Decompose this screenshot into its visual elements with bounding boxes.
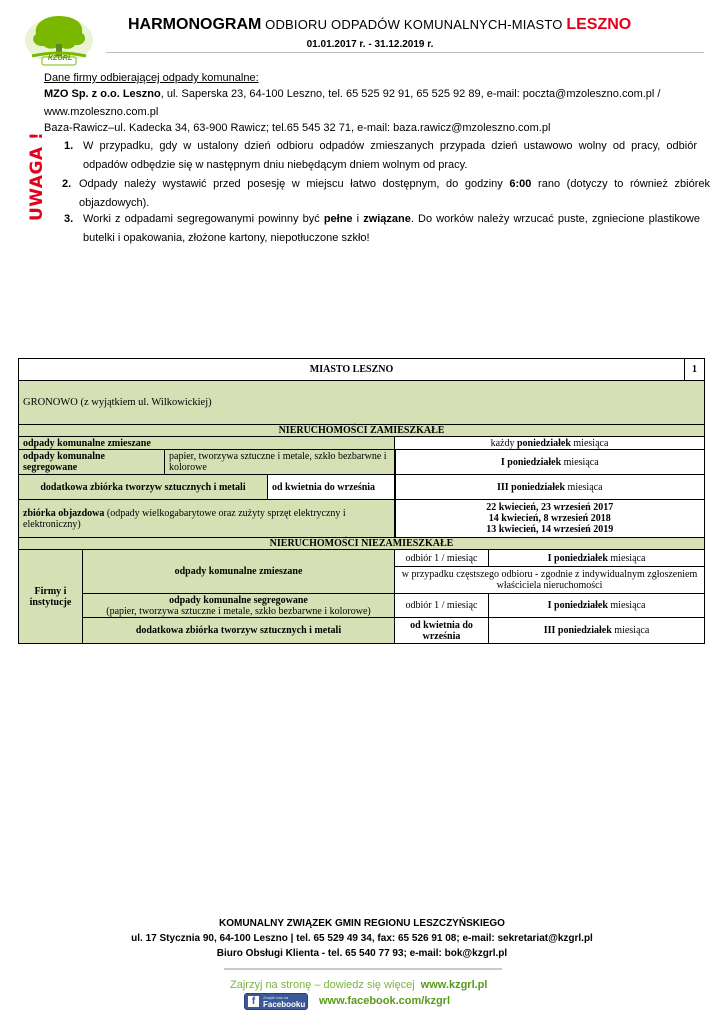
promo-line	[230, 979, 487, 991]
nonresidential-header: NIERUCHOMOŚCI NIEZAMIESZKAŁE	[19, 538, 705, 550]
residential-header: NIERUCHOMOŚCI ZAMIESZKAŁE	[19, 425, 705, 437]
nr-mixed-waste-label: odpady komunalne zmieszane	[83, 550, 395, 594]
table-row	[19, 437, 705, 450]
table-number: 1	[685, 359, 705, 381]
nr-segregated-label: odpady komunalne segregowane (papier, tworzywa sztuczne i metale, szkło bezbarwne i kolorowe)	[83, 594, 395, 618]
mixed-waste-label: odpady komunalne zmieszane	[19, 437, 395, 450]
note-number: 2.	[62, 178, 72, 190]
footer-address: ul. 17 Stycznia 90, 64-100 Leszno | tel. 65 529 49 34, fax: 65 526 91 08; e-mail: sekretariat@kzgrl.pl	[131, 933, 593, 944]
mobile-date: 22 kwiecień, 23 wrzesień 2017	[486, 502, 614, 513]
company-line-1	[44, 87, 660, 101]
company-heading: Dane firmy odbierającej odpady komunalne:	[44, 72, 259, 84]
facebook-badge-label: Facebooku	[263, 1000, 306, 1009]
logo-text: KZGRL	[48, 55, 73, 62]
mobile-collection-dates	[395, 500, 705, 538]
table-row	[19, 359, 705, 381]
kzgrl-logo	[22, 10, 96, 66]
facebook-link[interactable]: www.facebook.com/kzgrl	[319, 995, 451, 1007]
nr-mixed-frequency: odbiór 1 / miesiąc	[395, 550, 489, 567]
city-header: MIASTO LESZNO	[19, 359, 685, 381]
extra-collection-period: od kwietnia do września	[268, 475, 395, 500]
header-divider	[106, 52, 704, 53]
mixed-waste-schedule: każdy poniedziałek miesiąca	[395, 437, 705, 450]
firms-label: Firmy i instytucje	[19, 550, 83, 644]
mobile-collection-label: zbiórka objazdowa (odpady wielkogabarytowe oraz zużyty sprzęt elektryczny i elektroniczny)	[19, 500, 395, 538]
company-name: MZO Sp. z o.o. Leszno	[44, 88, 161, 100]
extra-collection-schedule: III poniedziałek miesiąca	[395, 475, 705, 500]
table-row	[19, 500, 705, 538]
footer-office: Biuro Obsługi Klienta - tel. 65 540 77 93; e-mail: bok@kzgrl.pl	[216, 948, 508, 959]
note-number: 3.	[64, 213, 74, 225]
page-title	[128, 16, 632, 34]
nr-frequent-note: w przypadku częstszego odbioru - zgodnie z indywidualnym zgłoszeniem właściciela nieruchomości	[395, 567, 705, 594]
note-item-2	[62, 175, 710, 213]
segregated-waste-schedule: I poniedziałek miesiąca	[395, 450, 705, 475]
uwaga-text: UWAGA !	[27, 131, 47, 221]
schedule-table	[18, 358, 705, 644]
footer-divider	[224, 968, 502, 970]
note-text: Worki z odpadami segregowanymi powinny być pełne i związane. Do worków należy wrzucać puste, zgniecione plastikowe butelki i opakowania, złożone kartony, niepotłuczone szkło!	[83, 213, 700, 244]
segregated-waste-label: odpady komunalne segregowane	[19, 450, 165, 475]
facebook-icon: f	[248, 996, 259, 1007]
mobile-date: 14 kwiecień, 8 wrzesień 2018	[488, 513, 611, 524]
note-item-3	[64, 210, 700, 248]
segregated-waste-description: papier, tworzywa sztuczne i metale, szkło bezbarwne i kolorowe	[165, 450, 395, 475]
extra-collection-label: dodatkowa zbiórka tworzyw sztucznych i metali	[19, 475, 268, 500]
facebook-badge-caption: Znajdź nas na	[263, 995, 289, 1000]
note-text: W przypadku, gdy w ustalony dzień odbioru odpadów zmieszanych przypada dzień ustawowo wolny od pracy, odbiór odpadów odbędzie się w następnym dniu niebędącym dniem wolnym od pracy.	[83, 140, 697, 171]
note-number: 1.	[64, 140, 74, 152]
website-link[interactable]: www.kzgrl.pl	[420, 979, 488, 991]
nr-extra-collection-label: dodatkowa zbiórka tworzyw sztucznych i metali	[83, 618, 395, 644]
area-name: GRONOWO (z wyjątkiem ul. Wilkowickiej)	[19, 381, 705, 425]
mobile-date: 13 kwiecień, 14 wrzesień 2019	[486, 524, 614, 535]
nr-segregated-schedule: I poniedziałek miesiąca	[489, 594, 705, 618]
table-row	[19, 450, 705, 475]
company-website: www.mzoleszno.com.pl	[44, 106, 159, 118]
nr-extra-collection-schedule: III poniedziałek miesiąca	[489, 618, 705, 644]
table-row	[19, 550, 705, 567]
title-city: LESZNO	[566, 16, 632, 33]
company-base-rawicz: Baza-Rawicz–ul. Kadecka 34, 63-900 Rawicz; tel.65 545 32 71, e-mail: baza.rawicz@mzoleszno.com.pl	[44, 122, 551, 134]
note-text: Odpady należy wystawić przed posesję w miejscu łatwo dostępnym, do godziny 6:00 rano (dotyczy to również zbiórek objazdowych).	[79, 178, 710, 209]
schedule-period: 01.01.2017 r. - 31.12.2019 r.	[306, 39, 434, 50]
title-middle: ODBIORU ODPADÓW KOMUNALNYCH-MIASTO	[261, 17, 567, 32]
uwaga-warning	[24, 131, 50, 222]
table-row	[19, 618, 705, 644]
note-item-1	[64, 137, 697, 175]
table-row	[19, 594, 705, 618]
company-address: , ul. Saperska 23, 64-100 Leszno, tel. 65 525 92 91, 65 525 92 89, e-mail: poczta@mzoleszno.com.pl /	[160, 88, 661, 100]
table-row	[19, 475, 705, 500]
facebook-badge[interactable]	[244, 993, 308, 1010]
nr-segregated-frequency: odbiór 1 / miesiąc	[395, 594, 489, 618]
table-row	[19, 425, 705, 437]
nr-mixed-schedule: I poniedziałek miesiąca	[489, 550, 705, 567]
title-bold: HARMONOGRAM	[128, 16, 262, 33]
footer-org-name: KOMUNALNY ZWIĄZEK GMIN REGIONU LESZCZYŃSKIEGO	[219, 918, 505, 929]
table-row	[19, 538, 705, 550]
table-row	[19, 381, 705, 425]
nr-extra-collection-period: od kwietnia do września	[395, 618, 489, 644]
promo-text: Zajrzyj na stronę – dowiedz się więcej	[230, 979, 415, 991]
